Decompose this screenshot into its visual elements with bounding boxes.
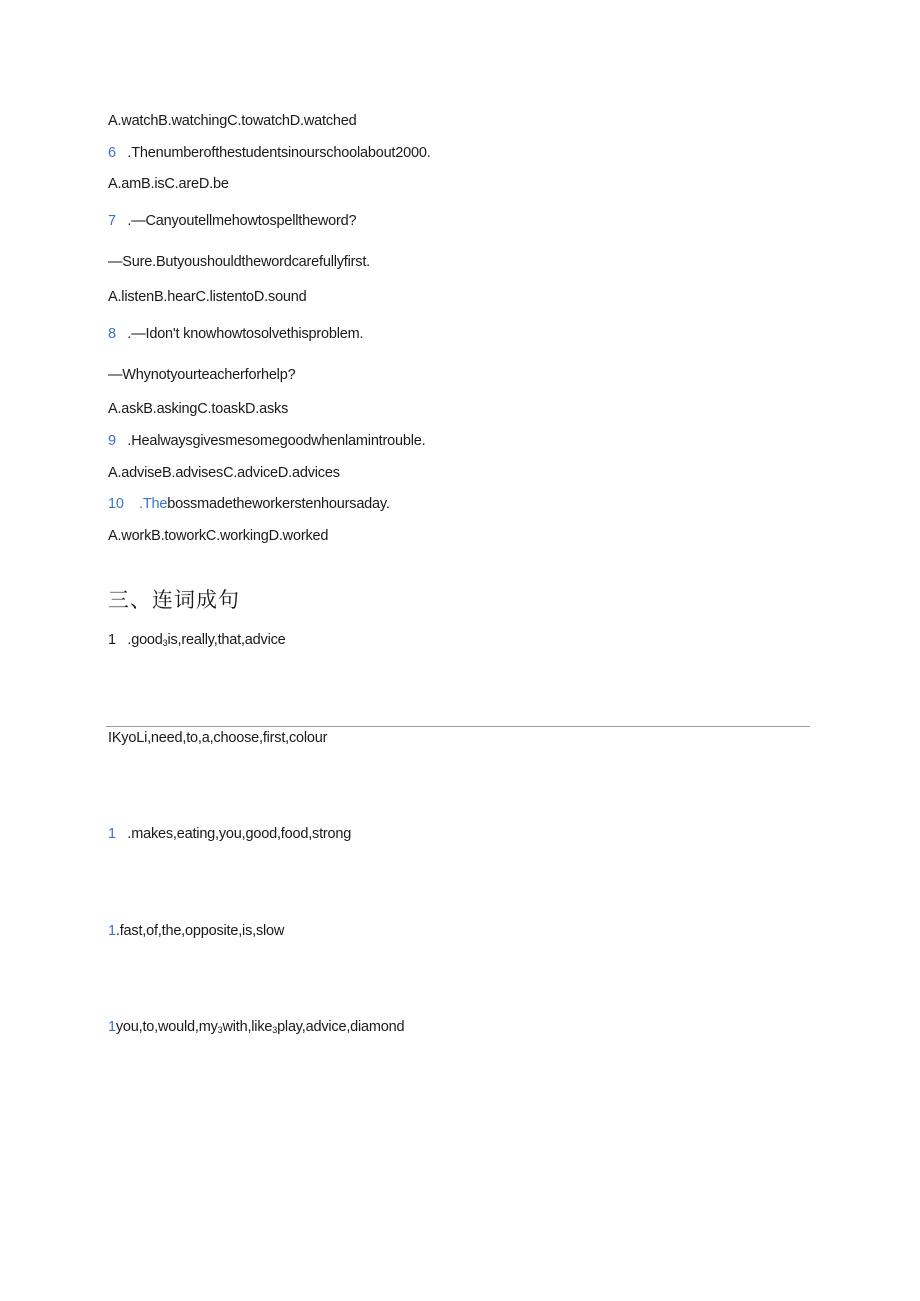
sentence-words-c: play,advice,diamond: [277, 1019, 405, 1035]
question-9: [108, 433, 425, 449]
question-6: [108, 145, 431, 161]
question-7: [108, 213, 356, 229]
sentence-words-a: .good: [127, 632, 163, 648]
subscript-mark: 3: [272, 1025, 278, 1035]
subscript-mark: 3: [162, 638, 168, 648]
question-text: bossmadetheworkerstenhoursaday.: [167, 496, 390, 512]
q7-reply: —Sure.Butyoushouldthewordcarefullyfirst.: [108, 254, 370, 270]
q7-options: A.listenB.hearC.listentoD.sound: [108, 289, 307, 305]
sentence-2: IKyoLi,need,to,a,choose,first,colour: [108, 730, 328, 746]
question-number: 8: [108, 326, 116, 342]
question-text: .Thenumberofthestudentsinourschoolabout2000.: [127, 145, 431, 161]
q8-reply: —Whynotyourteacherforhelp?: [108, 367, 296, 383]
section-heading: 三、连词成句: [108, 588, 240, 612]
sentence-words-b: is,really,that,advice: [167, 632, 286, 648]
sentence-number: 1: [108, 632, 116, 648]
q8-options: A.askB.askingC.toaskD.asks: [108, 401, 289, 417]
sentence-3: [108, 826, 351, 842]
answer-line: [106, 726, 810, 727]
question-text: .—Idon't knowhowtosolvethisproblem.: [127, 326, 364, 342]
sentence-words: .fast,of,the,opposite,is,slow: [115, 923, 285, 939]
sentence-number: 1: [108, 1019, 116, 1035]
q6-options: A.amB.isC.areD.be: [108, 176, 229, 192]
sentence-words: .makes,eating,you,good,food,strong: [127, 826, 352, 842]
sentence-words-b: with,like: [222, 1019, 273, 1035]
question-text: .Healwaysgivesmesomegoodwhenlamintrouble.: [127, 433, 426, 449]
sentence-number: 1: [108, 923, 116, 939]
q10-options: A.workB.toworkC.workingD.worked: [108, 528, 329, 544]
q5-options: A.watchB.watchingC.towatchD.watched: [108, 113, 357, 129]
sentence-4: [108, 923, 284, 939]
q9-options: A.adviseB.advisesC.adviceD.advices: [108, 465, 340, 481]
sentence-words-a: you,to,would,my: [115, 1019, 218, 1035]
question-number: 10: [108, 496, 124, 512]
question-10: [108, 496, 390, 512]
question-text-highlight: .The: [139, 496, 168, 512]
question-number: 9: [108, 433, 116, 449]
sentence-number: 1: [108, 826, 116, 842]
subscript-mark: 3: [217, 1025, 223, 1035]
question-text: .—Canyoutellmehowtospelltheword?: [127, 213, 357, 229]
question-8: [108, 326, 363, 342]
sentence-5: [108, 1019, 404, 1035]
question-number: 7: [108, 213, 116, 229]
sentence-1: [108, 632, 286, 648]
question-number: 6: [108, 145, 116, 161]
